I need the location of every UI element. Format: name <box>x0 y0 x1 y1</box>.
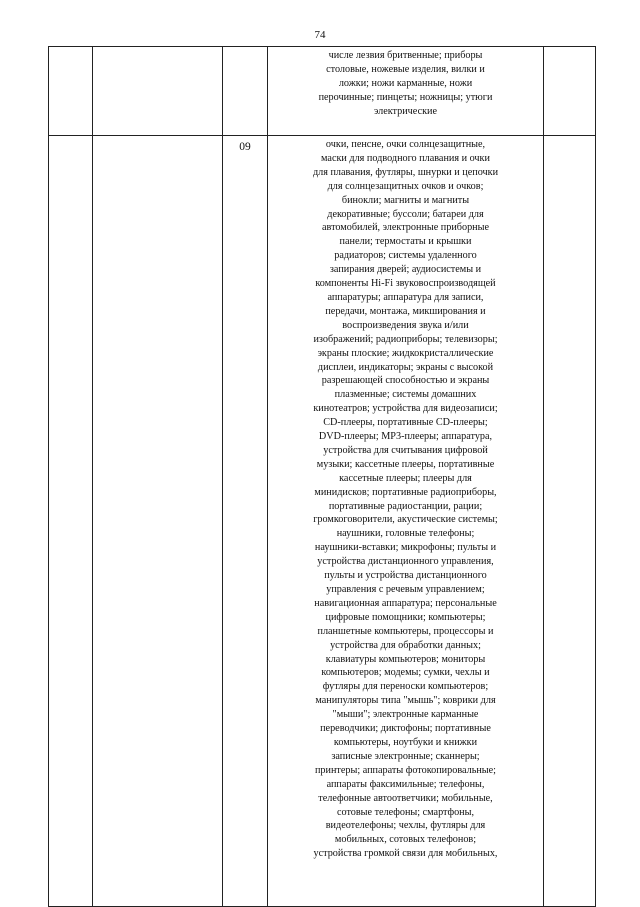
class-code: 09 <box>239 141 251 153</box>
description-line: очки, пенсне, очки солнцезащитные, <box>325 139 486 150</box>
description-line: изображений; радиоприборы; телевизоры; <box>313 333 498 345</box>
description-line: записные электронные; сканнеры; <box>331 750 480 762</box>
empty-cell <box>93 47 223 136</box>
description-line: устройства для считывания цифровой <box>323 444 488 456</box>
goods-description-cell <box>268 136 544 907</box>
empty-cell <box>93 136 223 907</box>
description-line: кассетные плееры; плееры для <box>339 472 472 484</box>
goods-description <box>268 136 543 861</box>
class-code-cell <box>223 136 268 907</box>
empty-cell <box>49 47 93 136</box>
description-line: манипуляторы типа "мышь"; коврики для <box>315 695 496 707</box>
description-line: цифровые помощники; компьютеры; <box>325 611 486 623</box>
description-line: аппараты факсимильные; телефоны, <box>326 778 485 790</box>
description-line: футляры для переноски компьютеров; <box>322 681 489 693</box>
description-line: электрические <box>373 105 438 117</box>
description-line: CD-плееры, портативные CD-плееры; <box>323 417 488 429</box>
class-code-cell <box>223 47 268 136</box>
description-line: управления с речевым управлением; <box>326 584 485 595</box>
description-line: числе лезвия бритвенные; приборы <box>328 50 483 61</box>
description-line: клавиатуры компьютеров; мониторы <box>325 653 486 665</box>
description-line: для солнцезащитных очков и очков; <box>327 180 484 192</box>
empty-cell <box>544 47 596 136</box>
empty-cell <box>49 136 93 907</box>
description-line: навигационная аппаратура; персональные <box>314 597 497 609</box>
description-line: сотовые телефоны; смартфоны, <box>336 806 475 818</box>
description-line: бинокли; магниты и магниты <box>341 194 470 206</box>
description-line: компьютеров; модемы; сумки, чехлы и <box>321 667 490 679</box>
description-line: переводчики; диктофоны; портативные <box>320 723 491 735</box>
goods-description <box>268 47 543 119</box>
description-line: минидисков; портативные радиоприборы, <box>314 486 497 498</box>
description-line: принтеры; аппараты фотокопировальные; <box>314 764 496 776</box>
page-number: 74 <box>314 29 326 41</box>
description-line: устройства для обработки данных; <box>330 639 481 651</box>
description-line: воспроизведения звука и/или <box>342 319 469 331</box>
description-line: маски для подводного плавания и очки <box>321 152 490 164</box>
description-line: радиаторов; системы удаленного <box>334 250 477 262</box>
description-line: мобильных, сотовых телефонов; <box>334 834 477 846</box>
description-line: "мыши"; электронные карманные <box>332 709 479 721</box>
description-line: компоненты Hi-Fi звуковоспроизводящей <box>315 278 496 290</box>
goods-description-cell <box>268 47 544 136</box>
description-line: передачи, монтажа, микширования и <box>325 305 486 317</box>
description-line: плазменные; системы домашних <box>334 389 477 401</box>
description-line: громкоговорители, акустические системы; <box>313 514 498 526</box>
description-line: планшетные компьютеры, процессоры и <box>317 625 494 637</box>
description-line: компьютеры, ноутбуки и книжки <box>333 736 478 748</box>
description-line: наушники, головные телефоны; <box>336 528 475 540</box>
description-line: автомобилей, электронные приборные <box>322 222 489 234</box>
description-line: устройства громкой связи для мобильных, <box>313 848 498 860</box>
description-line: наушники-вставки; микрофоны; пульты и <box>314 542 497 554</box>
description-line: экраны плоские; жидкокристаллические <box>317 347 494 359</box>
description-line: запирания дверей; аудиосистемы и <box>329 264 482 276</box>
description-line: телефонные автоответчики; мобильные, <box>318 792 493 804</box>
empty-cell <box>544 136 596 907</box>
description-line: разрешающей способностью и экраны <box>321 375 490 387</box>
description-line: декоративные; буссоли; батареи для <box>327 208 484 220</box>
description-line: устройства дистанционного управления, <box>317 556 494 568</box>
description-line: DVD-плееры; MP3-плееры; аппаратура, <box>318 431 493 443</box>
table-row <box>49 47 596 136</box>
description-line: столовые, ножевые изделия, вилки и <box>326 63 485 75</box>
table-row <box>49 136 596 907</box>
description-line: портативные радиостанции, рации; <box>328 500 483 512</box>
description-line: для плавания, футляры, шнурки и цепочки <box>312 166 499 178</box>
description-line: пульты и устройства дистанционного <box>324 570 487 582</box>
description-line: ложки; ножи карманные, ножи <box>338 77 473 89</box>
description-line: панели; термостаты и крышки <box>339 236 472 248</box>
description-line: дисплеи, индикаторы; экраны с высокой <box>317 361 494 373</box>
description-line: аппаратуры; аппаратура для записи, <box>327 291 484 303</box>
description-line: кинотеатров; устройства для видеозаписи; <box>313 403 498 415</box>
goods-classification-table <box>48 46 596 907</box>
description-line: перочинные; пинцеты; ножницы; утюги <box>318 91 493 103</box>
description-line: видеотелефоны; чехлы, футляры для <box>325 820 486 832</box>
description-line: музыки; кассетные плееры, портативные <box>316 458 495 470</box>
